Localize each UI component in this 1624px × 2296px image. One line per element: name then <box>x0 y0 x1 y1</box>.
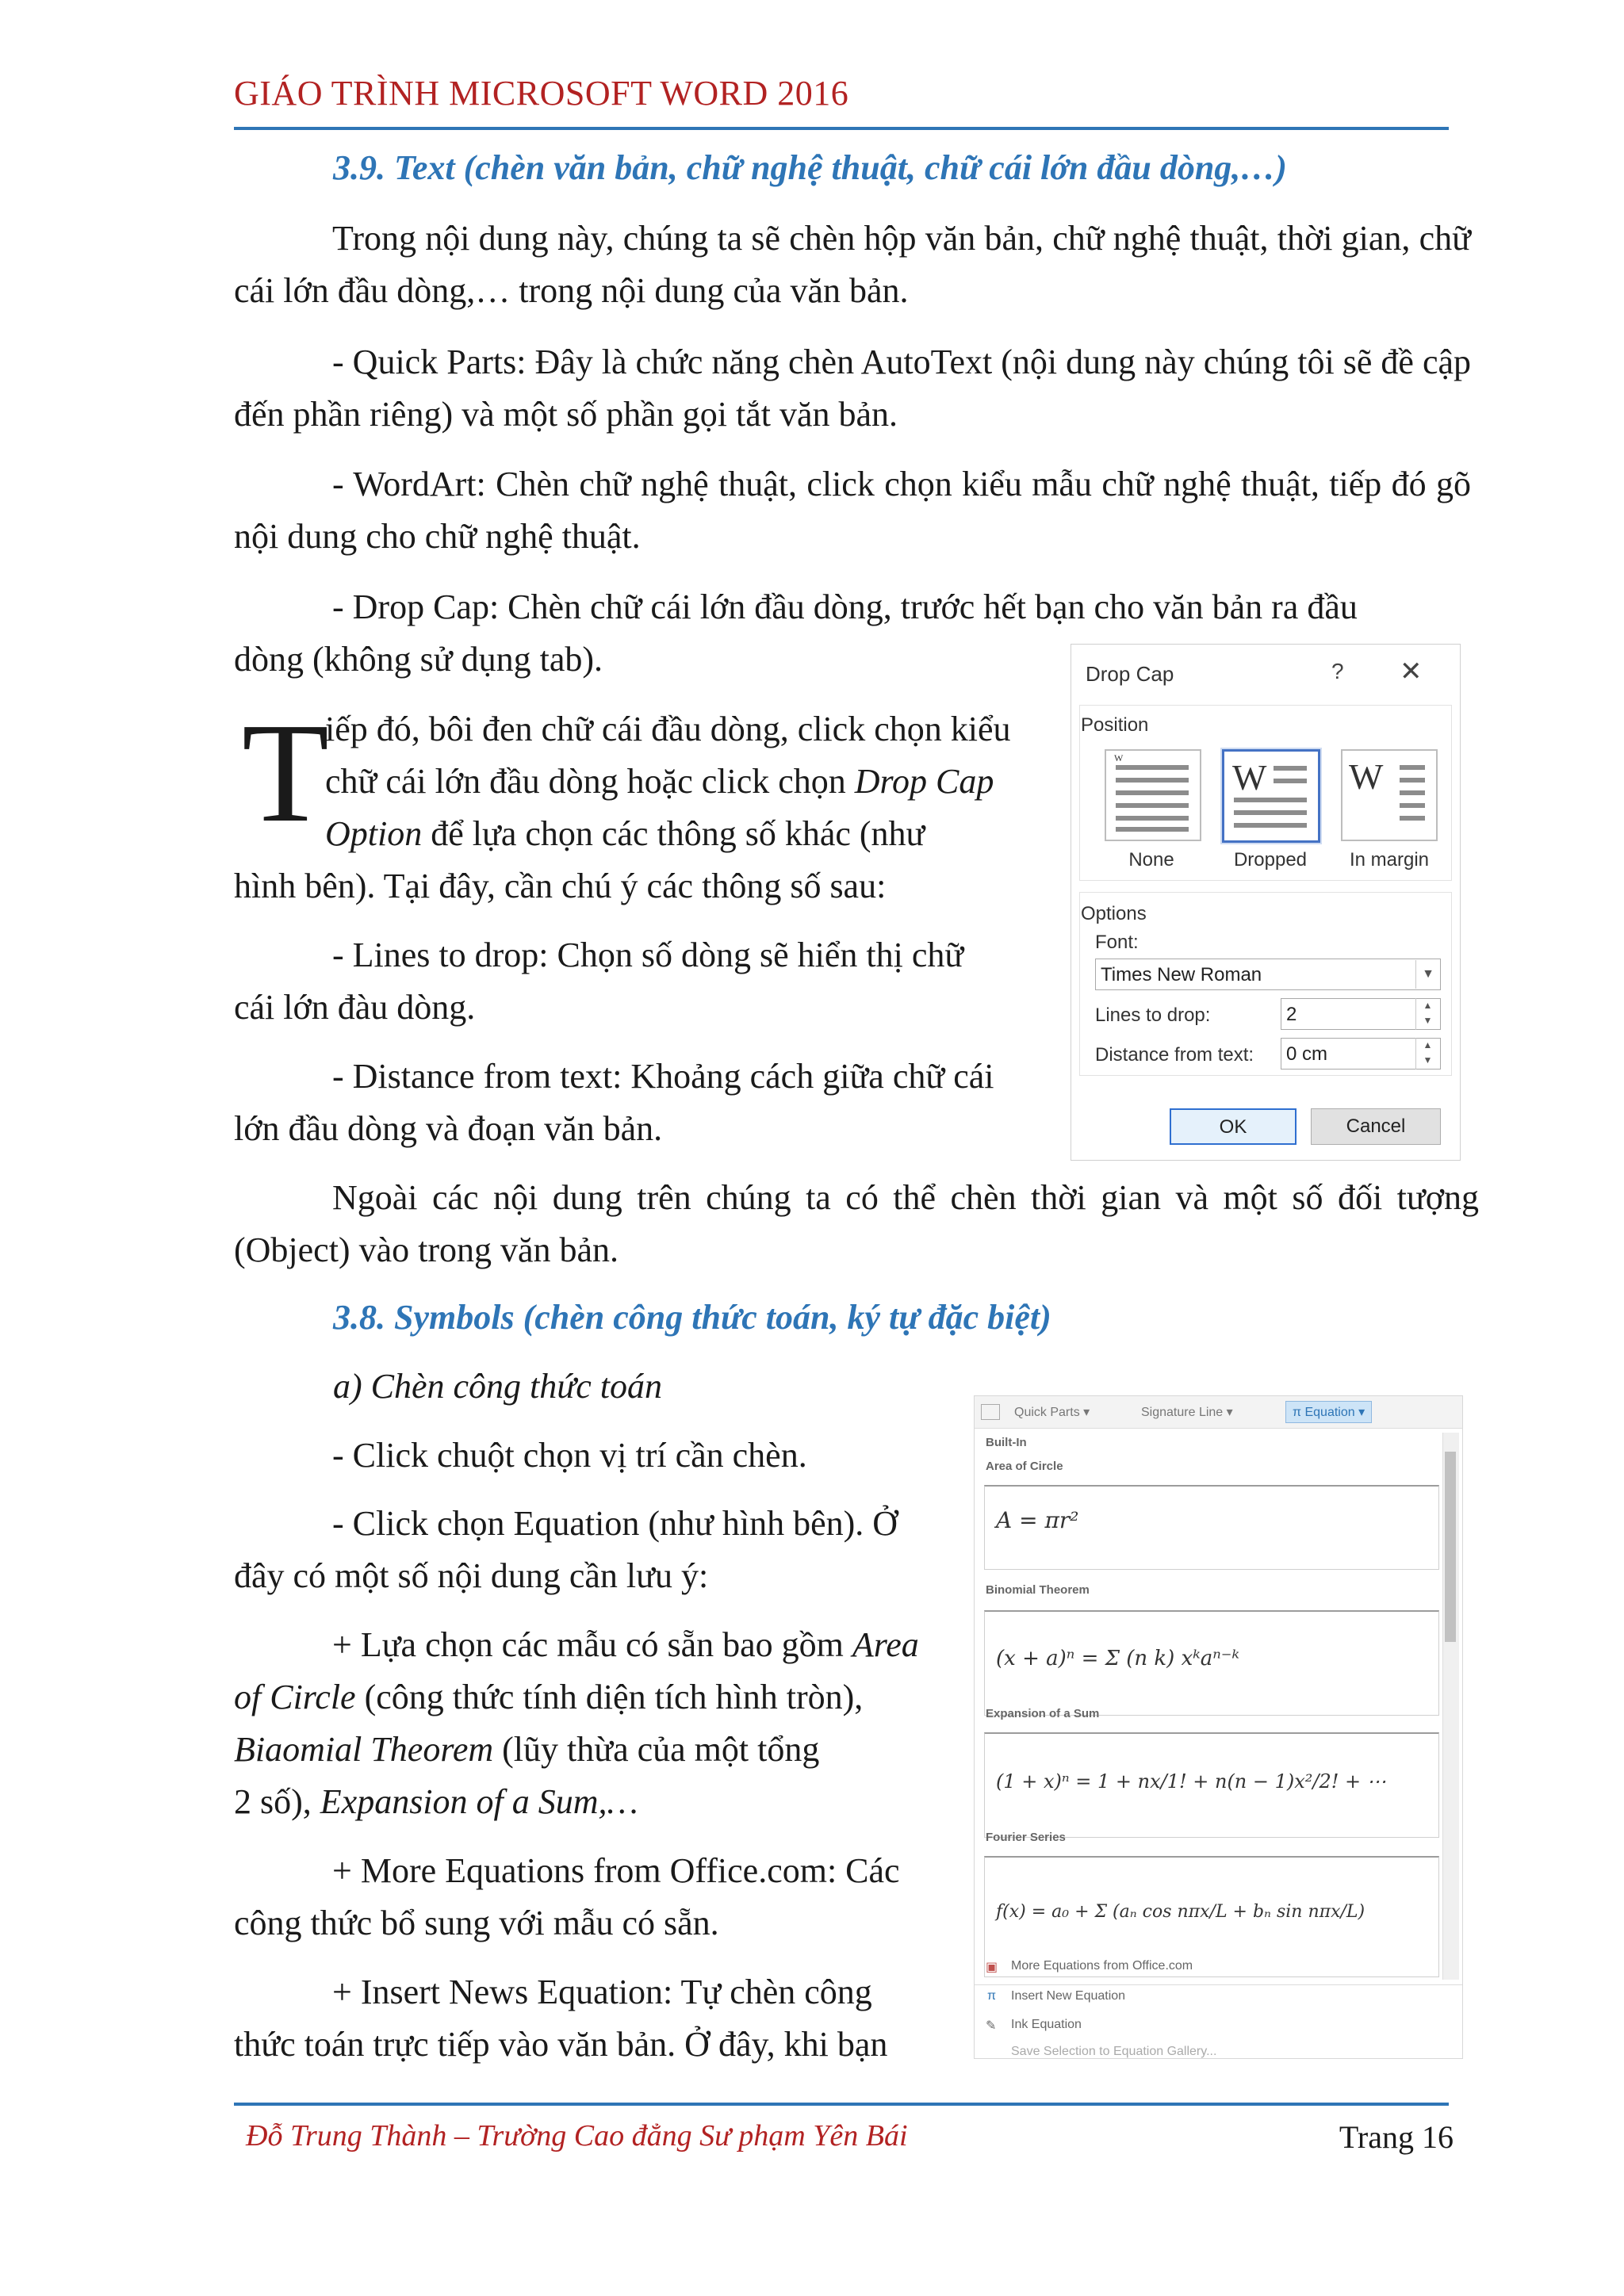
dialog-title: Drop Cap <box>1086 662 1174 686</box>
drop-cap-dialog <box>1071 644 1461 1161</box>
formula-text: f(x) = a₀ + Σ (aₙ cos nπx/L + bₙ sin nπx/L) <box>996 1902 1365 1922</box>
gallery-item-binomial-theorem[interactable] <box>984 1610 1439 1716</box>
font-select[interactable] <box>1095 959 1441 990</box>
gallery-item-name: Area of Circle <box>986 1460 1063 1473</box>
click-position-line: - Click chuột chọn vị trí cần chèn. <box>332 1436 807 1475</box>
builtin-line-4-italic: Expansion of a Sum,… <box>320 1782 638 1821</box>
equation-button[interactable]: π Equation ▾ <box>1285 1401 1372 1423</box>
position-dropped-label: Dropped <box>1233 849 1308 871</box>
ink-icon: ✎ <box>986 2019 997 2033</box>
position-label: Position <box>1081 714 1149 736</box>
lines-to-drop-line-2: cái lớn đàu dòng. <box>234 988 476 1027</box>
builtin-line-3 <box>234 1724 819 1776</box>
formula-text: (1 + x)ⁿ = 1 + nx/1! + n(n − 1)x²/2! + ⋯ <box>996 1770 1386 1793</box>
section-heading-3-9: 3.9. Text (chèn văn bản, chữ nghệ thuật, chữ cái lớn đầu dòng,…) <box>333 148 1287 187</box>
insert-equation-line-1: + Insert News Equation: Tự chèn công <box>332 1973 872 2011</box>
pi-icon: π <box>987 1989 997 2003</box>
page-number: Trang 16 <box>1339 2119 1454 2155</box>
built-in-label: Built-In <box>986 1436 1027 1449</box>
chevron-down-icon[interactable]: ▼ <box>1415 960 1440 989</box>
builtin-line-3-text: (lũy thừa của một tổng <box>493 1730 820 1769</box>
cancel-button[interactable]: Cancel <box>1311 1108 1441 1145</box>
gallery-item-area-of-circle[interactable] <box>984 1485 1439 1570</box>
help-button[interactable]: ? <box>1331 659 1344 683</box>
textbox-icon[interactable] <box>981 1404 1000 1420</box>
in-margin-glyph: W <box>1349 756 1384 797</box>
builtin-line-1-italic: Area <box>852 1625 919 1664</box>
close-icon[interactable]: ✕ <box>1400 656 1423 687</box>
drop-cap-letter: T <box>242 694 329 851</box>
paragraph-quick-parts: - Quick Parts: Đây là chức năng chèn AutoText (nội dung này chúng tôi sẽ đề cập đến phần riêng) và một số phần gọi tắt văn bản. <box>234 342 1471 434</box>
formula-text: (x + a)ⁿ = Σ (n k) xᵏaⁿ⁻ᵏ <box>996 1647 1239 1670</box>
menu-divider <box>975 1984 1462 1985</box>
gallery-scrollbar-thumb[interactable] <box>1445 1452 1456 1642</box>
distance-spinner[interactable]: ▲ ▼ <box>1415 1038 1439 1070</box>
dropped-glyph: W <box>1232 757 1267 798</box>
dropcap-line-2-italic: Drop Cap <box>854 762 994 801</box>
paragraph-intro: Trong nội dung này, chúng ta sẽ chèn hộp văn bản, chữ nghệ thuật, thời gian, chữ cái lớn đầu dòng,… trong nội dung của văn bản. <box>234 219 1471 310</box>
dropcap-line-4: hình bên). Tại đây, cần chú ý các thông số sau: <box>234 867 887 905</box>
footer-rule <box>234 2103 1449 2106</box>
menu-more-equations[interactable]: More Equations from Office.com <box>1011 1959 1193 1973</box>
builtin-line-1-text: + Lựa chọn các mẫu có sẵn bao gồm <box>332 1625 852 1664</box>
distance-line-2: lớn đầu dòng và đoạn văn bản. <box>234 1109 663 1148</box>
distance-value: 0 cm <box>1286 1043 1328 1065</box>
builtin-line-2 <box>234 1671 863 1724</box>
section-heading-3-8: 3.8. Symbols (chèn công thức toán, ký tự đặc biệt) <box>333 1298 1051 1337</box>
signature-line-button[interactable]: Signature Line ▾ <box>1141 1406 1233 1419</box>
gallery-item-name: Expansion of a Sum <box>986 1707 1100 1720</box>
click-equation-line-2: đây có một số nội dung cần lưu ý: <box>234 1556 709 1595</box>
builtin-line-4 <box>234 1776 638 1828</box>
builtin-line-2-text: (công thức tính diện tích hình tròn), <box>355 1678 864 1716</box>
office-icon: ▣ <box>986 1961 998 1974</box>
paragraph-wordart: - WordArt: Chèn chữ nghệ thuật, click chọn kiểu mẫu chữ nghệ thuật, tiếp đó gõ nội dung cho chữ nghệ thuật. <box>234 465 1471 556</box>
dropcap-line-3-text: để lựa chọn các thông số khác (như <box>422 814 925 853</box>
more-equations-line-2: công thức bổ sung với mẫu có sẵn. <box>234 1904 719 1942</box>
position-in-margin-label: In margin <box>1349 849 1430 871</box>
more-equations-line-1: + More Equations from Office.com: Các <box>332 1851 900 1890</box>
click-equation-line-1: - Click chọn Equation (như hình bên). Ở <box>332 1504 898 1543</box>
lines-to-drop-line-1: - Lines to drop: Chọn số dòng sẽ hiển thị chữ <box>332 936 964 974</box>
lines-to-drop-spinner[interactable]: ▲ ▼ <box>1415 998 1439 1030</box>
position-in-margin-option[interactable] <box>1341 749 1438 841</box>
dropcap-line-1: iếp đó, bôi đen chữ cái đầu dòng, click chọn kiểu <box>325 710 1011 748</box>
menu-insert-new-equation[interactable]: Insert New Equation <box>1011 1989 1126 2003</box>
quick-parts-button[interactable]: Quick Parts ▾ <box>1014 1406 1090 1419</box>
paragraph-drop-cap-line-1: - Drop Cap: Chèn chữ cái lớn đầu dòng, trước hết bạn cho văn bản ra đầu <box>332 587 1358 626</box>
gallery-item-name: Fourier Series <box>986 1831 1066 1844</box>
builtin-line-2-italic: of Circle <box>234 1678 356 1716</box>
menu-save-selection: Save Selection to Equation Gallery... <box>1011 2045 1217 2058</box>
paragraph-outro: Ngoài các nội dung trên chúng ta có thể chèn thời gian và một số đối tượng (Object) vào trong văn bản. <box>234 1178 1479 1269</box>
insert-equation-line-2: thức toán trực tiếp vào văn bản. Ở đây, khi bạn <box>234 2025 888 2064</box>
ribbon-toolbar <box>975 1396 1462 1429</box>
lines-to-drop-value: 2 <box>1286 1004 1297 1025</box>
distance-line-1: - Distance from text: Khoảng cách giữa chữ cái <box>332 1057 994 1096</box>
distance-label: Distance from text: <box>1095 1044 1254 1066</box>
dropcap-line-2-text: chữ cái lớn đầu dòng hoặc click chọn <box>325 762 855 801</box>
running-header-title: GIÁO TRÌNH MICROSOFT WORD 2016 <box>234 74 849 113</box>
formula-text: A = πr² <box>996 1507 1079 1533</box>
paragraph-drop-cap-line-2: dòng (không sử dụng tab). <box>234 640 603 679</box>
dropcap-line-3 <box>325 808 925 860</box>
font-value: Times New Roman <box>1101 964 1262 985</box>
menu-ink-equation[interactable]: Ink Equation <box>1011 2018 1082 2031</box>
builtin-line-1 <box>332 1619 919 1671</box>
footer-author: Đỗ Trung Thành – Trường Cao đẳng Sư phạm Yên Bái <box>246 2119 908 2152</box>
position-dropped-option[interactable] <box>1222 749 1320 843</box>
dropcap-line-3-italic: Option <box>325 814 423 853</box>
subheading-a: a) Chèn công thức toán <box>333 1367 663 1406</box>
builtin-line-3-italic: Biaomial Theorem <box>234 1730 494 1769</box>
none-glyph: W <box>1114 752 1124 763</box>
dropcap-line-2 <box>325 756 994 808</box>
font-label: Font: <box>1095 932 1139 953</box>
lines-to-drop-label: Lines to drop: <box>1095 1004 1211 1026</box>
equation-gallery <box>974 1395 1463 2059</box>
header-rule <box>234 127 1449 130</box>
gallery-item-name: Binomial Theorem <box>986 1583 1090 1597</box>
options-label: Options <box>1081 903 1147 924</box>
ok-button[interactable]: OK <box>1170 1108 1297 1145</box>
gallery-item-expansion-of-a-sum[interactable] <box>984 1732 1439 1838</box>
position-none-option[interactable] <box>1105 749 1201 841</box>
builtin-line-4-text: 2 số), <box>234 1782 320 1821</box>
position-none-label: None <box>1128 849 1174 871</box>
